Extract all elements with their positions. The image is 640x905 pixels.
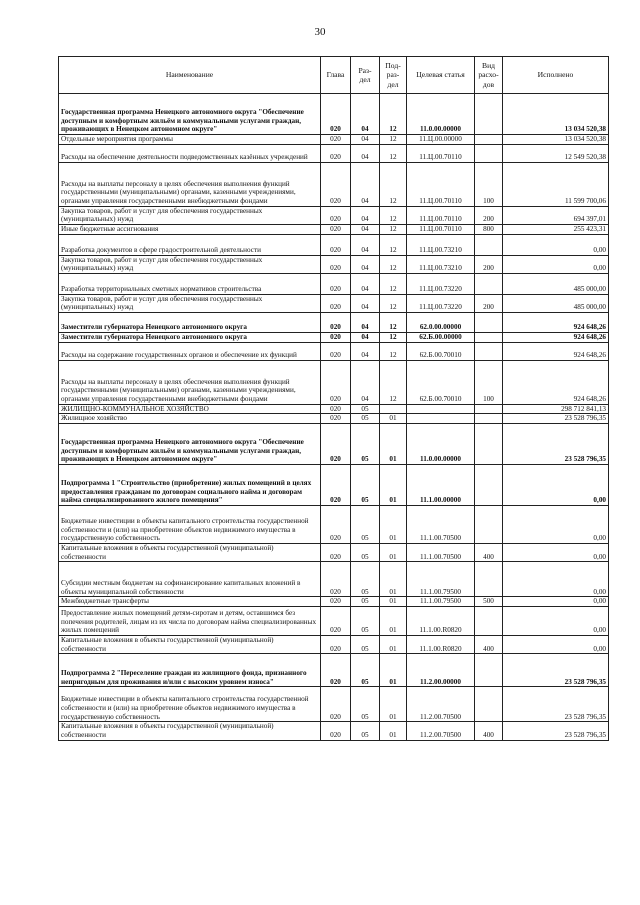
table-header-row [59,57,609,94]
row-section: 04 [351,273,380,294]
row-chapter: 020 [321,606,351,635]
row-target-article: 11.Ц.00.73220 [407,294,475,312]
row-expense-type: 100 [475,360,503,404]
row-name: Государственная программа Ненецкого автономного округа "Обеспечение доступным и комфортным жильём и коммунальными услугами граждан, проживающих в Ненецком автономном округе" [59,94,321,135]
table-row [59,333,609,343]
row-expense-type [475,273,503,294]
row-section: 04 [351,162,380,206]
table-row [59,506,609,544]
row-expense-type [475,333,503,343]
row-subsection: 01 [380,722,407,740]
row-target-article: 62.Б.00.00000 [407,333,475,343]
row-chapter: 020 [321,135,351,145]
row-expense-type [475,313,503,333]
table-row [59,162,609,206]
table-row [59,635,609,653]
row-expense-type [475,94,503,135]
row-name: Капитальные вложения в объекты государственной (муниципальной) собственности [59,635,321,653]
table-row [59,342,609,360]
table-row [59,360,609,404]
row-executed: 0,00 [503,234,609,255]
column-header-name: Наименование [59,57,321,94]
row-executed: 924 648,26 [503,360,609,404]
row-name: Расходы на обеспечение деятельности подведомственных казённых учреждений [59,144,321,162]
row-name: Жилищное хозяйство [59,414,321,424]
row-name: Бюджетные инвестиции в объекты капитального строительства государственной собственности и (или) на приобретение объектов недвижимого имущества в государственную собственность [59,506,321,544]
row-subsection: 12 [380,94,407,135]
row-name: Бюджетные инвестиции в объекты капитального строительства государственной собственности и (или) на приобретение объектов недвижимого имущества в государственную собственность [59,687,321,722]
row-expense-type [475,687,503,722]
row-expense-type: 400 [475,722,503,740]
row-executed: 485 000,00 [503,294,609,312]
row-subsection: 12 [380,144,407,162]
row-executed: 0,00 [503,606,609,635]
row-subsection: 12 [380,313,407,333]
row-subsection: 12 [380,273,407,294]
row-name: Заместители губернатора Ненецкого автономного округа [59,313,321,333]
row-name: Отдельные мероприятия программы [59,135,321,145]
row-expense-type: 100 [475,162,503,206]
row-expense-type [475,404,503,414]
row-name: Субсидии местным бюджетам на софинансирование капитальных вложений в объекты муниципальной собственности [59,562,321,597]
row-executed: 0,00 [503,255,609,273]
row-target-article: 11.1.00.R0820 [407,606,475,635]
row-target-article: 11.1.00.00000 [407,465,475,506]
column-header-target-article: Целевая статья [407,57,475,94]
table-row [59,255,609,273]
row-chapter: 020 [321,255,351,273]
row-target-article: 11.1.00.79500 [407,597,475,607]
row-subsection: 12 [380,294,407,312]
row-executed: 924 648,26 [503,342,609,360]
row-expense-type [475,562,503,597]
row-executed: 0,00 [503,465,609,506]
row-section: 04 [351,255,380,273]
row-target-article: 11.1.00.70500 [407,544,475,562]
row-section: 05 [351,404,380,414]
row-target-article: 11.1.00.70500 [407,506,475,544]
row-chapter: 020 [321,360,351,404]
row-executed: 298 712 841,13 [503,404,609,414]
row-section: 05 [351,722,380,740]
row-name: Межбюджетные трансферты [59,597,321,607]
row-section: 05 [351,424,380,465]
column-header-executed: Исполнено [503,57,609,94]
row-section: 04 [351,360,380,404]
row-target-article: 11.Ц.00.73210 [407,255,475,273]
row-name: Заместители губернатора Ненецкого автономного округа [59,333,321,343]
row-name: Разработка документов в сфере градостроительной деятельности [59,234,321,255]
row-target-article: 11.0.00.00000 [407,424,475,465]
row-executed: 0,00 [503,597,609,607]
row-chapter: 020 [321,465,351,506]
row-name: Подпрограмма 2 "Переселение граждан из жилищного фонда, признанного непригодным для проживания и/или с высоким уровнем износа" [59,654,321,687]
row-chapter: 020 [321,404,351,414]
row-section: 04 [351,144,380,162]
row-executed: 255 423,31 [503,224,609,234]
row-executed: 694 397,01 [503,206,609,224]
row-name: Подпрограмма 1 "Строительство (приобретение) жилых помещений в целях предоставления гражданам по договорам социального найма и договорам найма специализированного жилого помещения" [59,465,321,506]
row-chapter: 020 [321,273,351,294]
table-row [59,94,609,135]
row-expense-type [475,135,503,145]
table-row [59,273,609,294]
row-name: Предоставление жилых помещений детям-сиротам и детям, оставшимся без попечения родителей, лицам из их числа по договорам найма специализированных жилых помещений [59,606,321,635]
table-row [59,294,609,312]
row-executed: 0,00 [503,544,609,562]
row-executed: 23 528 796,35 [503,424,609,465]
row-chapter: 020 [321,94,351,135]
row-expense-type: 200 [475,294,503,312]
row-subsection: 01 [380,606,407,635]
row-chapter: 020 [321,144,351,162]
column-header-subsection: Под- раз- дел [380,57,407,94]
row-target-article: 11.Ц.00.70110 [407,224,475,234]
row-expense-type: 200 [475,255,503,273]
row-expense-type [475,234,503,255]
row-name: Расходы на выплаты персоналу в целях обеспечения выполнения функций государственными (муниципальными) органами, казенными учреждениями, органами управления государственными внебюджетными фондами [59,360,321,404]
row-chapter: 020 [321,206,351,224]
row-target-article: 62.Б.00.70010 [407,342,475,360]
row-name: Закупка товаров, работ и услуг для обеспечения государственных (муниципальных) нужд [59,255,321,273]
row-section: 04 [351,294,380,312]
row-section: 05 [351,562,380,597]
table-row [59,562,609,597]
row-target-article: 11.Ц.00.73210 [407,234,475,255]
budget-table [58,56,609,741]
row-expense-type: 500 [475,597,503,607]
row-subsection: 01 [380,562,407,597]
row-chapter: 020 [321,414,351,424]
table-row [59,597,609,607]
row-subsection: 12 [380,360,407,404]
row-executed: 12 549 520,38 [503,144,609,162]
table-row [59,135,609,145]
table-row [59,313,609,333]
row-chapter: 020 [321,333,351,343]
row-chapter: 020 [321,342,351,360]
row-section: 04 [351,342,380,360]
row-subsection: 12 [380,224,407,234]
row-section: 04 [351,313,380,333]
row-chapter: 020 [321,162,351,206]
row-executed: 23 528 796,35 [503,414,609,424]
table-row [59,206,609,224]
row-section: 05 [351,597,380,607]
row-subsection: 12 [380,162,407,206]
row-executed: 23 528 796,35 [503,654,609,687]
row-expense-type [475,342,503,360]
row-subsection: 12 [380,135,407,145]
row-executed: 0,00 [503,562,609,597]
row-executed: 13 034 520,38 [503,94,609,135]
row-subsection: 01 [380,635,407,653]
page-number: 30 [314,26,326,38]
row-chapter: 020 [321,313,351,333]
row-chapter: 020 [321,654,351,687]
row-expense-type [475,606,503,635]
row-expense-type: 800 [475,224,503,234]
row-subsection: 01 [380,544,407,562]
row-chapter: 020 [321,506,351,544]
row-expense-type [475,506,503,544]
row-expense-type [475,414,503,424]
row-subsection: 01 [380,465,407,506]
row-chapter: 020 [321,687,351,722]
row-executed: 0,00 [503,506,609,544]
row-section: 04 [351,333,380,343]
table-row [59,404,609,414]
row-target-article: 11.Ц.00.70110 [407,206,475,224]
row-target-article: 62.Б.00.70010 [407,360,475,404]
row-expense-type [475,654,503,687]
column-header-chapter: Глава [321,57,351,94]
row-executed: 485 000,00 [503,273,609,294]
column-header-expense-type: Вид расхо- дов [475,57,503,94]
row-subsection: 12 [380,333,407,343]
table-row [59,414,609,424]
row-name: Иные бюджетные ассигнования [59,224,321,234]
row-section: 05 [351,654,380,687]
row-section: 05 [351,465,380,506]
row-subsection: 12 [380,206,407,224]
row-section: 05 [351,606,380,635]
row-subsection: 01 [380,506,407,544]
row-target-article: 11.2.00.70500 [407,722,475,740]
table-row [59,606,609,635]
row-expense-type [475,424,503,465]
row-expense-type: 200 [475,206,503,224]
row-target-article [407,414,475,424]
row-target-article: 11.2.00.00000 [407,654,475,687]
row-executed: 13 034 520,38 [503,135,609,145]
row-subsection: 01 [380,597,407,607]
row-chapter: 020 [321,597,351,607]
row-section: 04 [351,224,380,234]
row-name: Разработка территориальных сметных нормативов строительства [59,273,321,294]
table-row [59,234,609,255]
row-section: 04 [351,135,380,145]
row-subsection: 01 [380,687,407,722]
row-chapter: 020 [321,544,351,562]
row-expense-type: 400 [475,544,503,562]
row-expense-type: 400 [475,635,503,653]
column-header-section: Раз- дел [351,57,380,94]
row-name: Капитальные вложения в объекты государственной (муниципальной) собственности [59,544,321,562]
table-row [59,424,609,465]
row-target-article: 11.1.00.79500 [407,562,475,597]
row-subsection: 12 [380,342,407,360]
row-subsection: 01 [380,654,407,687]
row-section: 05 [351,506,380,544]
row-executed: 924 648,26 [503,333,609,343]
row-section: 05 [351,635,380,653]
table-row [59,654,609,687]
table-row [59,465,609,506]
row-name: Закупка товаров, работ и услуг для обеспечения государственных (муниципальных) нужд [59,206,321,224]
row-name: Расходы на выплаты персоналу в целях обеспечения выполнения функций государственными (муниципальными) органами, казенными учреждениями, органами управления государственными внебюджетными фондами [59,162,321,206]
row-target-article: 11.Ц.00.73220 [407,273,475,294]
row-target-article: 11.1.00.R0820 [407,635,475,653]
row-subsection: 01 [380,414,407,424]
table-row [59,544,609,562]
row-target-article: 11.0.00.00000 [407,94,475,135]
row-name: Закупка товаров, работ и услуг для обеспечения государственных (муниципальных) нужд [59,294,321,312]
row-target-article [407,404,475,414]
row-name: Капитальные вложения в объекты государственной (муниципальной) собственности [59,722,321,740]
row-section: 04 [351,234,380,255]
row-name: Расходы на содержание государственных органов и обеспечение их функций [59,342,321,360]
row-name: ЖИЛИЩНО-КОММУНАЛЬНОЕ ХОЗЯЙСТВО [59,404,321,414]
row-subsection [380,404,407,414]
row-subsection: 01 [380,424,407,465]
row-executed: 11 599 700,06 [503,162,609,206]
row-chapter: 020 [321,424,351,465]
row-section: 05 [351,414,380,424]
row-chapter: 020 [321,234,351,255]
table-row [59,687,609,722]
row-executed: 23 528 796,35 [503,722,609,740]
row-section: 04 [351,206,380,224]
row-section: 05 [351,544,380,562]
row-chapter: 020 [321,635,351,653]
table-row [59,224,609,234]
row-executed: 924 648,26 [503,313,609,333]
row-expense-type [475,465,503,506]
table-row [59,144,609,162]
row-name: Государственная программа Ненецкого автономного округа "Обеспечение доступным и комфортным жильём и коммунальными услугами граждан, проживающих в Ненецком автономном округе" [59,424,321,465]
row-target-article: 11.Ц.00.70110 [407,144,475,162]
row-chapter: 020 [321,224,351,234]
row-section: 04 [351,94,380,135]
row-target-article: 62.0.00.00000 [407,313,475,333]
row-executed: 23 528 796,35 [503,687,609,722]
row-subsection: 12 [380,255,407,273]
table-row [59,722,609,740]
row-chapter: 020 [321,722,351,740]
row-executed: 0,00 [503,635,609,653]
row-expense-type [475,144,503,162]
row-target-article: 11.Ц.00.70110 [407,162,475,206]
row-chapter: 020 [321,294,351,312]
row-target-article: 11.Ц.00.00000 [407,135,475,145]
row-section: 05 [351,687,380,722]
row-chapter: 020 [321,562,351,597]
row-subsection: 12 [380,234,407,255]
row-target-article: 11.2.00.70500 [407,687,475,722]
